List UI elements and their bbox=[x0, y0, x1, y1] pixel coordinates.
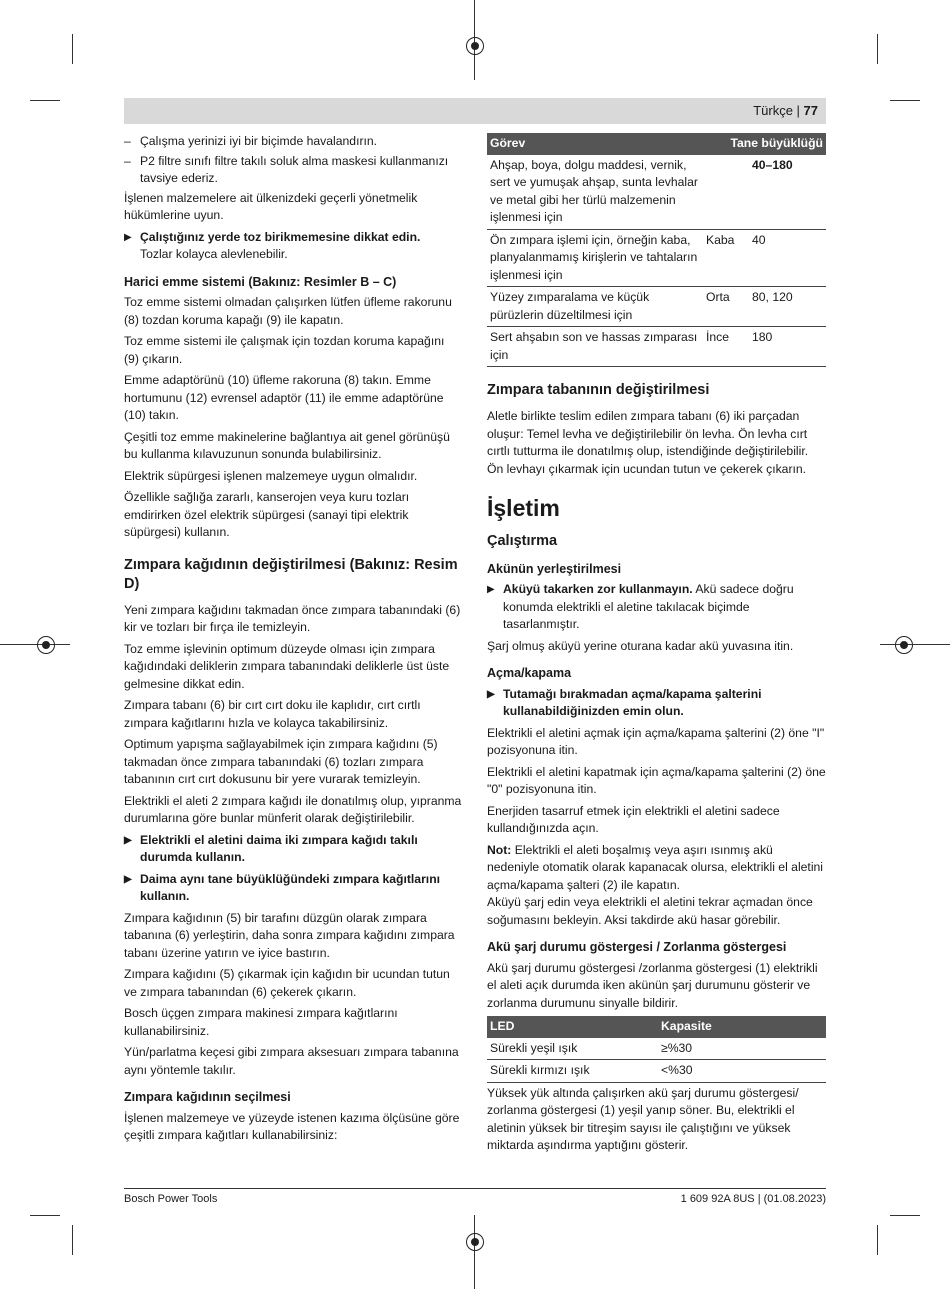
crop-mark bbox=[890, 100, 920, 101]
table-cell: ≥%30 bbox=[658, 1038, 826, 1060]
list-item: – P2 filtre sınıfı filtre takılı soluk alma maskesi kullanmanızı tavsiye ederiz. bbox=[124, 153, 462, 188]
footer-doc-id: 1 609 92A 8US | (01.08.2023) bbox=[680, 1193, 826, 1205]
subsection-heading: Akünün yerleştirilmesi bbox=[487, 561, 622, 576]
paragraph: Zımpara kağıdının (5) bir tarafını düzgün olarak zımpara tabanına (6) yerleştirin, daha sonra zımpara kağıdını zımpara tabanı üzerine yatırın ve iyice bastırın. bbox=[124, 910, 455, 960]
page-header-text: Türkçe | 77 bbox=[753, 103, 818, 118]
paragraph: Optimum yapışma sağlayabilmek için zımpara kağıdını (5) takmadan önce zımpara tabanındaki (6) tozları zımpara tabanının cırt cırt dokusunu bir yere vurarak temizleyin. bbox=[124, 737, 438, 786]
registration-mark-icon bbox=[466, 37, 484, 55]
paragraph: Yüksek yük altında çalışırken akü şarj durumu göstergesi/ zorlanma göstergesi (1) yeşil yanıp söner. Bu, elektrikli el aletinin yüksek bir titreşim sayısı ile çalıştığını ve yüksek miktarda aşındırma yaptığını gösterir. bbox=[487, 1085, 799, 1152]
table-header-cell: Görev bbox=[487, 133, 703, 155]
paragraph: Aletle birlikte teslim edilen zımpara tabanı (6) iki parçadan oluşur: Temel levha ve değiştirilebilir ön levha. Ön levha cırt cırtlı tutturma ile donatılmış olup, istendiğinde değiştirilebilir. Ön levhayı çıkarmak için ucundan tutun ve çekerek çıkarın. bbox=[487, 409, 809, 476]
paragraph: Şarj olmuş aküyü yerine oturana kadar akü yuvasına itin. bbox=[487, 638, 794, 653]
table-cell: 180 bbox=[749, 327, 826, 367]
registration-mark-icon bbox=[895, 636, 913, 654]
right-column bbox=[487, 133, 826, 1159]
section-heading: Çalıştırma bbox=[487, 532, 558, 549]
warning-item bbox=[124, 871, 462, 906]
paragraph: Akü şarj durumu göstergesi /zorlanma göstergesi (1) elektrikli el aleti açık durumda iken akünün şarj durumunu gösterir ve zorlanma durumunu sinyalle bildirir. bbox=[487, 960, 818, 1010]
warning-item bbox=[487, 686, 826, 721]
table-cell: Ön zımpara işlemi için, örneğin kaba, planyalanmamış kirişlerin ve tahtaların işlenmesi için bbox=[487, 229, 703, 287]
table-cell: Yüzey zımparalama ve küçük pürüzlerin düzeltilmesi için bbox=[487, 287, 703, 327]
page-header bbox=[124, 98, 826, 124]
warning-bold: Çalıştığınız yerde toz birikmemesine dikkat edin. bbox=[140, 229, 421, 244]
table-cell: Sürekli yeşil ışık bbox=[487, 1038, 658, 1060]
table-header-cell: Tane büyüklüğü bbox=[703, 133, 826, 155]
crop-mark bbox=[474, 1215, 475, 1289]
section-heading: Zımpara kağıdının değiştirilmesi (Bakınız: Resim D) bbox=[124, 556, 458, 592]
page-number: 77 bbox=[803, 103, 818, 118]
paragraph: Emme adaptörünü (10) üfleme rakoruna (8) takın. Emme hortumunu (12) evrensel adaptör (11) ile emme adaptörüne (10) takın. bbox=[124, 373, 444, 422]
paragraph: Toz emme sistemi olmadan çalışırken lütfen üfleme rakorunu (8) tozdan koruma kapağı (9) ile kapatın. bbox=[124, 295, 452, 327]
arrow-icon: ▶ bbox=[487, 584, 495, 595]
section-heading: Zımpara tabanının değiştirilmesi bbox=[487, 382, 710, 398]
warning-bold: Daima aynı tane büyüklüğündeki zımpara kağıtlarını kullanın. bbox=[140, 871, 441, 903]
crop-mark bbox=[30, 100, 60, 101]
paragraph: Zımpara kağıdını (5) çıkarmak için kağıdın bir ucundan tutun ve zımpara tabanından (6) çekerek çıkarın. bbox=[124, 967, 450, 999]
crop-mark bbox=[890, 1215, 920, 1216]
paragraph: Toz emme sistemi ile çalışmak için tozdan koruma kapağını (9) çıkarın. bbox=[124, 334, 445, 366]
crop-mark bbox=[877, 34, 878, 64]
warning-bold: Tutamağı bırakmadan açma/kapama şalterini kullanabildiğinizden emin olun. bbox=[503, 686, 762, 718]
note-label: Not: bbox=[487, 842, 512, 857]
header-language: Türkçe bbox=[753, 103, 793, 118]
paragraph: Zımpara tabanı (6) bir cırt cırt doku ile kaplıdır, cırt cırtlı zımpara kağıtlarını hızla ve kolayca takabilirsiniz. bbox=[124, 698, 421, 730]
table-header-cell: LED bbox=[487, 1016, 658, 1038]
table-row bbox=[487, 155, 826, 230]
table-cell: Kaba bbox=[703, 229, 749, 287]
paragraph: Yün/parlatma keçesi gibi zımpara aksesuarı zımpara tabanına aynı yöntemle takılır. bbox=[124, 1045, 459, 1077]
paragraph: Elektrikli el aletini kapatmak için açma/kapama şalterini (2) öne "0" pozisyonuna itin. bbox=[487, 764, 826, 796]
section-heading: Zımpara kağıdının seçilmesi bbox=[124, 1090, 291, 1104]
led-table bbox=[487, 1016, 826, 1083]
warning-bold: Aküyü takarken zor kullanmayın. bbox=[503, 582, 693, 596]
table-row bbox=[487, 1038, 826, 1060]
section-heading: Harici emme sistemi (Bakınız: Resimler B – C) bbox=[124, 274, 397, 289]
registration-mark-icon bbox=[466, 1233, 484, 1251]
paragraph: Enerjiden tasarruf etmek için elektrikli el aletini sadece kullandığınızda açın. bbox=[487, 803, 780, 835]
table-header-row bbox=[487, 133, 826, 155]
table-header-row bbox=[487, 1016, 826, 1038]
table-cell: Sert ahşabın son ve hassas zımparası için bbox=[487, 327, 703, 367]
arrow-icon: ▶ bbox=[124, 834, 132, 846]
paragraph: Elektrik süpürgesi işlenen malzemeye uygun olmalıdır. bbox=[124, 468, 418, 483]
subsection-heading: Açma/kapama bbox=[487, 666, 572, 680]
paragraph: Elektrikli el aleti 2 zımpara kağıdı ile donatılmış olup, yıpranma durumlarına göre bunlar münferit olarak değiştirilebilir. bbox=[124, 793, 462, 825]
table-cell: 80, 120 bbox=[749, 287, 826, 327]
paragraph: Bosch üçgen zımpara makinesi zımpara kağıtlarını kullanabilirsiniz. bbox=[124, 1006, 398, 1038]
paragraph: İşlenen malzemelere ait ülkenizdeki geçerli yönetmelik hükümlerine uyun. bbox=[124, 190, 418, 222]
list-item: – Çalışma yerinizi iyi bir biçimde havalandırın. bbox=[124, 133, 462, 151]
warning-item bbox=[487, 581, 826, 634]
paragraph: Elektrikli el aletini açmak için açma/kapama şalterini (2) öne "I" pozisyonuna itin. bbox=[487, 725, 825, 757]
table-cell: 40 bbox=[749, 229, 826, 287]
arrow-icon: ▶ bbox=[124, 873, 132, 885]
crop-mark bbox=[72, 34, 73, 64]
table-row bbox=[487, 287, 826, 327]
crop-mark bbox=[877, 1225, 878, 1255]
table-cell: 40–180 bbox=[749, 155, 826, 230]
warning-item bbox=[124, 229, 462, 264]
table-row bbox=[487, 1060, 826, 1083]
table-header-cell: Kapasite bbox=[658, 1016, 826, 1038]
warning-text: Tozlar kolayca alevlenebilir. bbox=[140, 247, 288, 261]
left-column bbox=[124, 133, 462, 1149]
arrow-icon: ▶ bbox=[487, 688, 495, 700]
crop-mark bbox=[0, 644, 70, 645]
crop-mark bbox=[72, 1225, 73, 1255]
warning-item bbox=[124, 832, 462, 867]
note-paragraph bbox=[487, 842, 826, 895]
table-cell: İnce bbox=[703, 327, 749, 367]
table-cell: Orta bbox=[703, 287, 749, 327]
registration-mark-icon bbox=[37, 636, 55, 654]
warning-bold: Elektrikli el aletini daima iki zımpara kağıdı takılı durumda kullanın. bbox=[140, 832, 418, 864]
paragraph: İşlenen malzemeye ve yüzeyde istenen kazıma ölçüsüne göre çeşitli zımpara kağıtları kullanabilirsiniz: bbox=[124, 1110, 460, 1142]
table-cell: Sürekli kırmızı ışık bbox=[487, 1060, 658, 1083]
crop-mark bbox=[880, 644, 950, 645]
paragraph: Aküyü şarj edin veya elektrikli el aletini tekrar açmadan önce soğumasını bekleyin. Aksi takdirde akü hasar görebilir. bbox=[487, 895, 813, 927]
paragraph: Yeni zımpara kağıdını takmadan önce zımpara tabanındaki (6) kir ve tozları bir fırça ile temizleyin. bbox=[124, 602, 461, 634]
table-cell bbox=[703, 155, 749, 230]
paragraph: Özellikle sağlığa zararlı, kanserojen veya kuru tozları emdirirken özel elektrik süpürgesi (sanayi tipi elektrik süpürgesi) kullanın. bbox=[124, 490, 410, 539]
table-cell: <%30 bbox=[658, 1060, 826, 1083]
table-row bbox=[487, 229, 826, 287]
arrow-icon: ▶ bbox=[124, 231, 132, 243]
paragraph: Toz emme işlevinin optimum düzeyde olması için zımpara kağıdındaki deliklerin zımpara tabanındaki deliklerle üst üste gelmesine dikkat edin. bbox=[124, 641, 450, 691]
table-cell: Ahşap, boya, dolgu maddesi, vernik, sert ve yumuşak ahşap, sunta levhalar ve metal gibi her türlü malzemenin işlenmesi için bbox=[487, 155, 703, 230]
grit-table bbox=[487, 133, 826, 367]
note-text: Elektrikli el aleti boşalmış veya aşırı ısınmış akü nedeniyle otomatik olarak kapanacak olursa, elektrikli el aletini açma/kapama şalteri (2) ile kapatın. bbox=[487, 842, 824, 892]
chapter-heading: İşletim bbox=[487, 495, 560, 521]
subsection-heading: Akü şarj durumu göstergesi / Zorlanma göstergesi bbox=[487, 940, 787, 954]
paragraph: Çeşitli toz emme makinelerine bağlantıya ait genel görünüşü bu kullanma kılavuzunun sonunda bulabilirsiniz. bbox=[124, 429, 450, 461]
page-footer bbox=[124, 1188, 826, 1205]
footer-brand: Bosch Power Tools bbox=[124, 1193, 218, 1205]
warning-text: Akü sadece doğru konumda elektrikli el aletine takılacak biçimde tasarlanmıştır. bbox=[503, 582, 794, 631]
table-row bbox=[487, 327, 826, 367]
crop-mark bbox=[30, 1215, 60, 1216]
